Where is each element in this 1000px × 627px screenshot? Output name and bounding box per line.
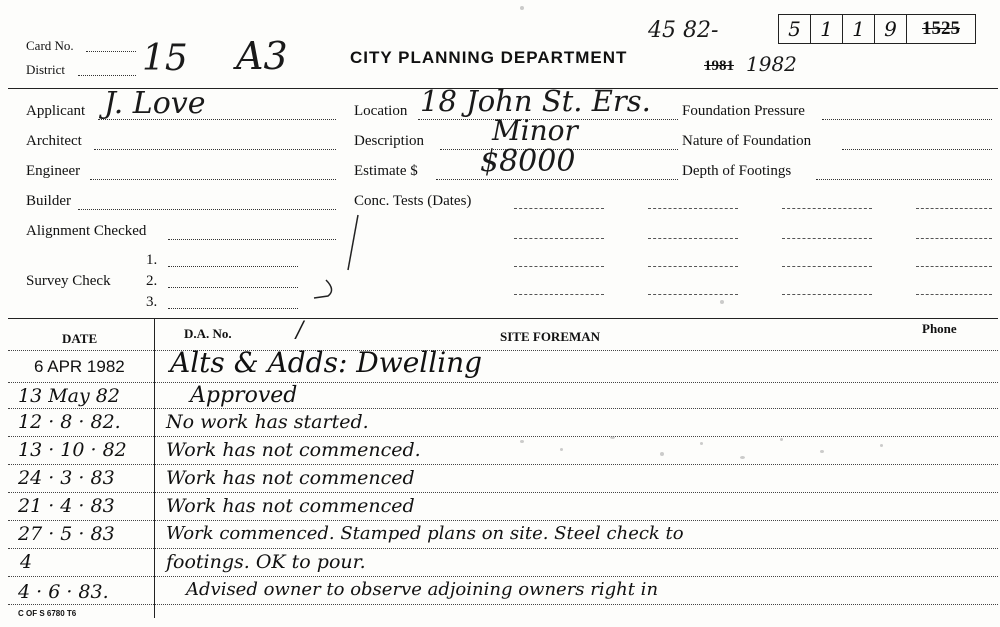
engineer-label: Engineer xyxy=(26,163,81,179)
survey-line-2 xyxy=(168,287,298,288)
architect-label: Architect xyxy=(26,133,82,149)
survey-number-3: 3. xyxy=(146,294,158,310)
number-box-2: 1 xyxy=(810,14,843,44)
builder-label: Builder xyxy=(26,193,71,209)
estimate-label: Estimate $ xyxy=(354,163,418,179)
location-label: Location xyxy=(354,103,408,119)
scan-speck xyxy=(740,456,745,459)
conc-test-line xyxy=(514,266,604,267)
depth-of-footings-label: Depth of Footings xyxy=(682,163,792,179)
survey-line-1 xyxy=(168,266,298,267)
conc-test-line xyxy=(514,208,604,209)
conc-test-line xyxy=(782,266,872,267)
log-row-rule xyxy=(8,492,998,493)
architect-line xyxy=(94,149,336,150)
conc-tests-label: Conc. Tests (Dates) xyxy=(354,193,472,209)
applicant-value: J. Love xyxy=(104,86,206,121)
survey-number-2: 2. xyxy=(146,273,158,289)
description-label: Description xyxy=(354,133,424,149)
builder-line xyxy=(78,209,336,210)
log-row-rule xyxy=(8,576,998,577)
entry-date: 27 · 5 · 83 xyxy=(18,523,115,545)
scan-speck xyxy=(520,6,524,10)
number-box-4: 9 xyxy=(874,14,907,44)
da-number: / xyxy=(296,318,304,343)
nature-of-foundation-label: Nature of Foundation xyxy=(682,133,812,149)
conc-test-line xyxy=(916,266,992,267)
survey-line-3 xyxy=(168,308,298,309)
depth-of-footings-line xyxy=(816,179,992,180)
foundation-pressure-line xyxy=(822,119,992,120)
estimate-value: $8000 xyxy=(480,144,576,179)
conc-test-line xyxy=(648,266,738,267)
conc-test-line xyxy=(782,294,872,295)
log-row-rule xyxy=(8,520,998,521)
conc-test-line xyxy=(916,294,992,295)
nature-of-foundation-line xyxy=(842,149,992,150)
applicant-label: Applicant xyxy=(26,103,86,119)
entry-date: 13 May 82 xyxy=(18,385,120,407)
conc-test-line xyxy=(916,208,992,209)
alignment-checked-label: Alignment Checked xyxy=(26,223,147,239)
log-row-rule xyxy=(8,436,998,437)
entry-date: 12 · 8 · 82. xyxy=(18,411,121,433)
scan-speck xyxy=(780,438,783,441)
estimate-line xyxy=(436,179,678,180)
engineer-line xyxy=(90,179,336,180)
entry-date: 21 · 4 · 83 xyxy=(18,495,115,517)
scan-speck xyxy=(700,442,703,445)
log-row-rule xyxy=(8,408,998,409)
log-top-border xyxy=(8,318,998,319)
entry-date: 13 · 10 · 82 xyxy=(18,439,127,461)
scan-speck xyxy=(660,452,664,456)
card-no-line xyxy=(86,51,136,52)
log-row-rule xyxy=(8,604,998,605)
phone-header: Phone xyxy=(922,321,957,336)
conc-test-line xyxy=(916,238,992,239)
pen-mark xyxy=(300,210,360,300)
da-no-header: D.A. No. xyxy=(184,326,232,341)
entry-text: No work has started. xyxy=(166,411,369,433)
foundation-pressure-label: Foundation Pressure xyxy=(682,103,805,119)
scan-speck xyxy=(520,440,524,443)
scan-speck xyxy=(610,436,615,439)
description-value: Minor xyxy=(492,114,578,147)
entry-date: 6 APR 1982 xyxy=(34,357,125,376)
department-title: CITY PLANNING DEPARTMENT xyxy=(350,48,628,67)
entry-text: Work commenced. Stamped plans on site. Steel check to xyxy=(166,523,684,544)
entry-date: 4 · 6 · 83. xyxy=(18,581,109,603)
entry-text: Work has not commenced. xyxy=(166,439,421,461)
entry-text: Work has not commenced xyxy=(166,495,415,517)
entry-text: Approved xyxy=(190,383,298,408)
new-year: 1982 xyxy=(746,52,797,76)
conc-test-line xyxy=(648,238,738,239)
district-label: District xyxy=(26,62,65,77)
scan-speck xyxy=(560,448,563,451)
site-foreman-header: SITE FOREMAN xyxy=(500,329,601,344)
location-value: 18 John St. Ers. xyxy=(420,84,651,118)
log-row-rule xyxy=(8,382,998,383)
log-row-rule xyxy=(8,548,998,549)
survey-number-1: 1. xyxy=(146,252,158,268)
conc-test-line xyxy=(782,238,872,239)
form-code: C OF S 6780 T6 xyxy=(18,609,77,618)
number-box-1: 5 xyxy=(778,14,811,44)
scan-speck xyxy=(820,450,824,453)
number-box-3: 1 xyxy=(842,14,875,44)
entry-text: footings. OK to pour. xyxy=(166,551,366,573)
district-value: A3 xyxy=(236,34,288,78)
card-no-label: Card No. xyxy=(26,38,74,53)
ref-number: 45 82- xyxy=(648,18,719,43)
entry-text: Advised owner to observe adjoining owners right in xyxy=(186,579,659,600)
conc-test-line xyxy=(514,294,604,295)
scan-speck xyxy=(720,300,724,304)
log-header-rule xyxy=(8,350,998,351)
district-line xyxy=(78,75,136,76)
entry-date: 24 · 3 · 83 xyxy=(18,467,115,489)
conc-test-line xyxy=(514,238,604,239)
entry-date: 4 xyxy=(20,551,33,573)
entry-text: Alts & Adds: Dwelling xyxy=(170,346,483,379)
conc-test-line xyxy=(782,208,872,209)
entry-text: Work has not commenced xyxy=(166,467,415,489)
log-row-rule xyxy=(8,464,998,465)
card-no-value: 15 xyxy=(142,38,188,79)
struck-year: 1981 xyxy=(704,58,734,74)
scan-speck xyxy=(880,444,883,447)
survey-check-label: Survey Check xyxy=(26,273,111,289)
conc-test-line xyxy=(648,208,738,209)
conc-test-line xyxy=(648,294,738,295)
struck-number-box: 1525 xyxy=(906,14,976,44)
date-header: DATE xyxy=(62,331,98,346)
